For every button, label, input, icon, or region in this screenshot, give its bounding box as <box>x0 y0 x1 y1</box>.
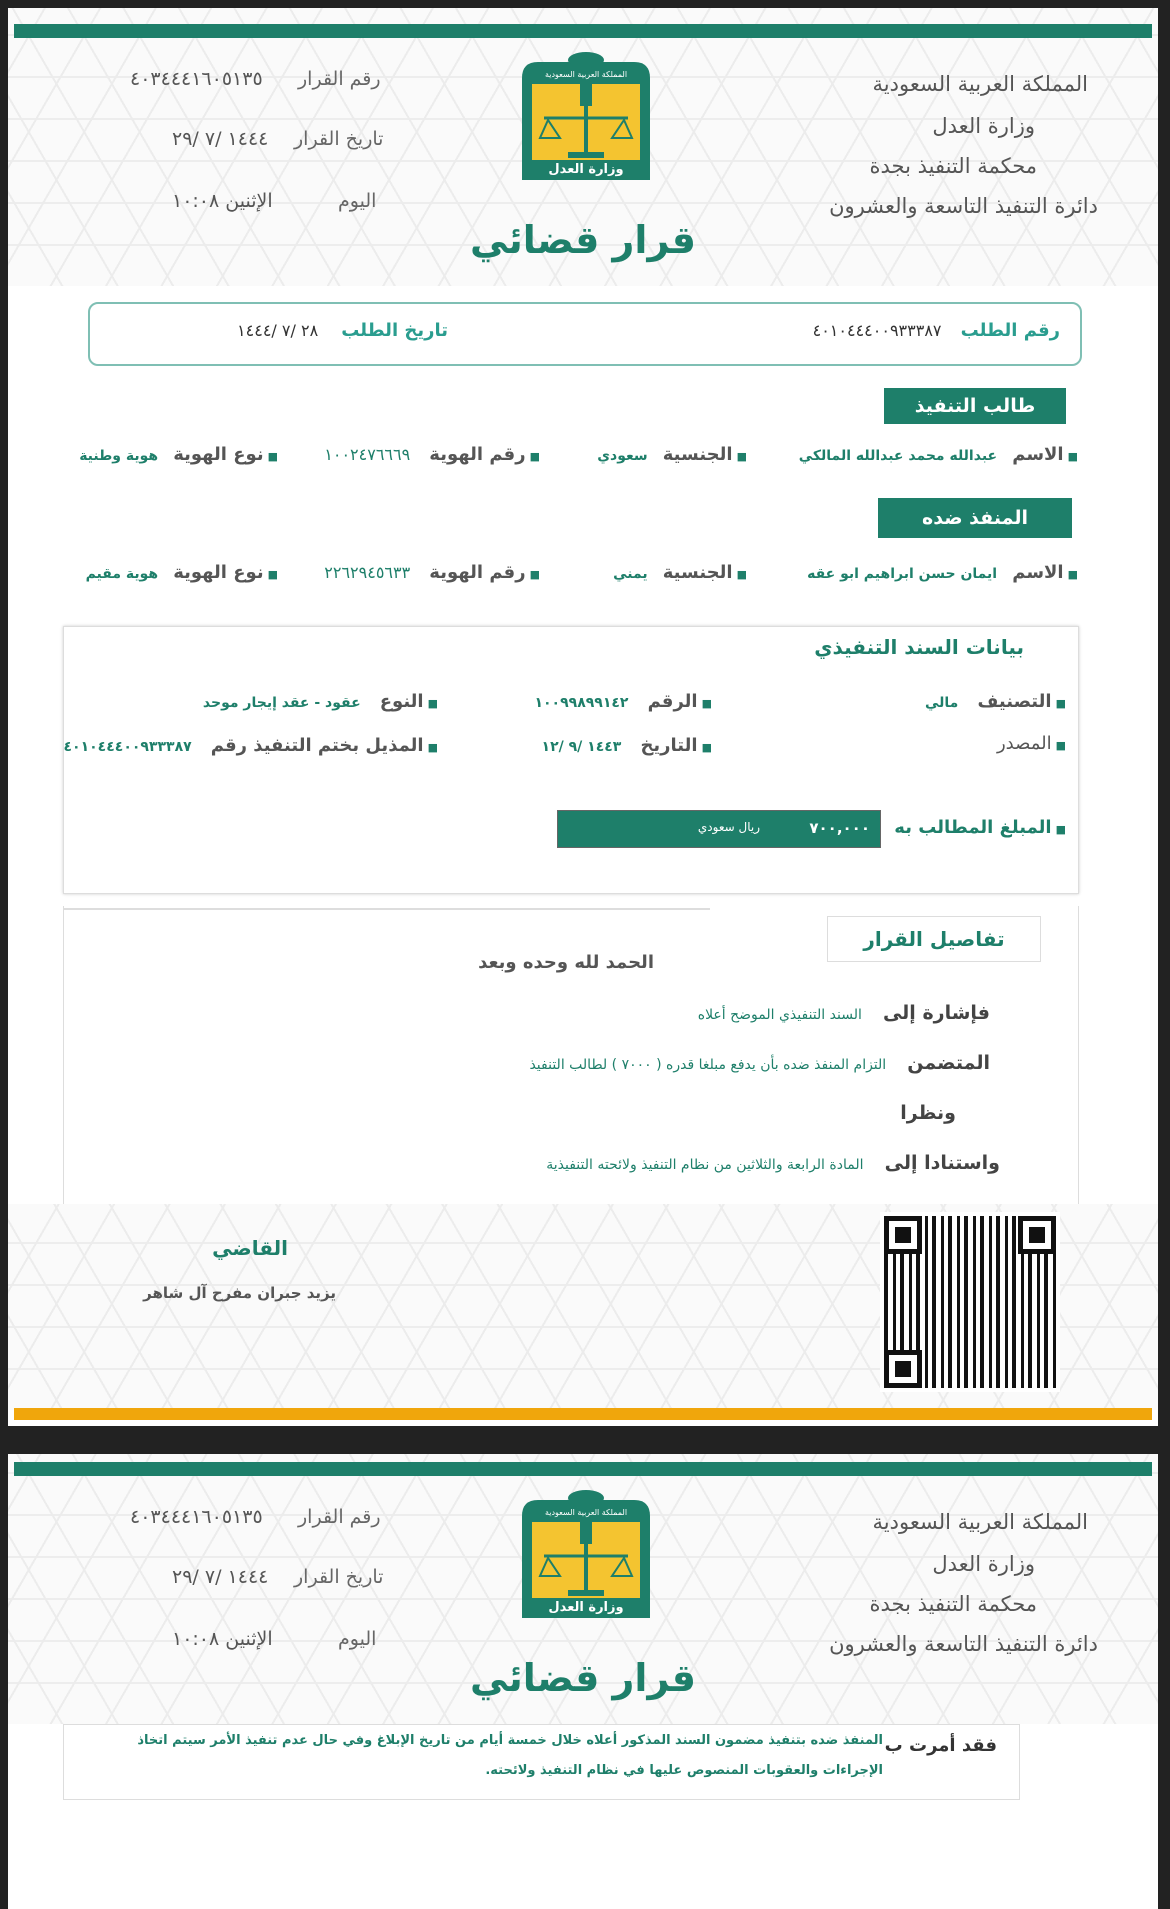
details-view-row <box>900 1102 956 1124</box>
logo-top-text: المملكة العربية السعودية <box>544 70 628 79</box>
decision-date-label-2: تاريخ القرار <box>294 1566 384 1588</box>
bond-class-value: مالي <box>924 695 959 711</box>
applicant-name-field <box>799 444 1078 465</box>
details-basis-label: واستنادا إلى <box>884 1152 1000 1174</box>
court-name: محكمة التنفيذ بجدة <box>869 154 1037 178</box>
bond-number-value: ١٠٠٩٩٨٩٩١٤٢ <box>534 695 629 711</box>
request-number-field <box>813 320 1060 341</box>
qr-finder-top-left <box>884 1216 922 1254</box>
respondent-id-number: ٢٢٦٢٩٤٥٦٣٣ <box>324 563 411 582</box>
applicant-heading: طالب التنفيذ <box>884 388 1066 424</box>
logo-top-text-2: المملكة العربية السعودية <box>544 1508 628 1517</box>
bond-data-panel <box>63 626 1079 894</box>
bond-number-field <box>534 691 712 712</box>
applicant-id-number-label: ■ رقم الهوية <box>429 444 540 465</box>
applicant-name: عبدالله محمد عبدالله المالكي <box>798 448 998 464</box>
respondent-nationality-field <box>613 562 747 583</box>
decision-page-2 <box>8 1454 1158 1909</box>
request-date: ٢٨ /٧ /١٤٤٤ <box>237 321 319 340</box>
decision-date-2: ١٤٤٤ /٧ /٢٩ <box>172 1566 269 1588</box>
verification-qr-code[interactable] <box>880 1212 1060 1392</box>
applicant-id-number: ١٠٠٢٤٧٦٦٦٩ <box>324 445 411 464</box>
respondent-id-type-field <box>86 562 278 583</box>
bond-type-label: ■ النوع <box>380 691 438 712</box>
bond-number-label: ■ الرقم <box>648 691 712 712</box>
bond-date-label: ■ التاريخ <box>640 735 712 756</box>
department-name: دائرة التنفيذ التاسعة والعشرون <box>829 194 1098 218</box>
bond-amount-field <box>894 817 1066 838</box>
page-title: قرار قضائي <box>470 218 696 262</box>
respondent-id-type: هوية مقيم <box>85 566 159 582</box>
respondent-name-field <box>807 562 1078 583</box>
decision-number-2: ٤٠٣٤٤٤١٦٠٥١٣٥ <box>130 1506 263 1528</box>
details-reference-value: السند التنفيذي الموضح أعلاه <box>697 1007 862 1023</box>
top-green-bar-2 <box>14 1462 1152 1476</box>
ministry-name-2: وزارة العدل <box>932 1552 1035 1576</box>
applicant-id-type: هوية وطنية <box>79 448 159 464</box>
request-info-box <box>88 302 1082 366</box>
respondent-nationality: يمني <box>613 566 648 582</box>
decision-date-label: تاريخ القرار <box>294 128 384 150</box>
bond-class-field <box>925 691 1066 712</box>
bond-type-field <box>203 691 438 712</box>
bond-seal-label: ■ المذيل بختم التنفيذ رقم <box>211 735 438 756</box>
details-basis-row <box>546 1152 1000 1174</box>
order-label: فقد أمرت ب <box>884 1735 997 1756</box>
applicant-id-type-label: ■ نوع الهوية <box>173 444 278 465</box>
bond-amount-currency: ريال سعودي <box>697 820 760 834</box>
details-reference-label: فإشارة إلى <box>882 1002 990 1024</box>
ministry-of-justice-logo-2 <box>514 1486 658 1618</box>
bond-amount-value: ٧٠٠,٠٠٠ <box>809 819 870 837</box>
qr-finder-bottom-left <box>884 1350 922 1388</box>
qr-finder-top-right <box>1018 1216 1056 1254</box>
bond-source-field <box>997 733 1066 754</box>
judge-title: القاضي <box>212 1236 288 1260</box>
bond-amount-box <box>557 810 881 848</box>
bond-heading: بيانات السند التنفيذي <box>814 635 1024 659</box>
details-reference-row <box>698 1002 990 1024</box>
bond-class-label: ■ التصنيف <box>977 691 1066 712</box>
bond-type-value: عقود - عقد إيجار موحد <box>202 695 361 711</box>
logo-bottom-text-2: وزارة العدل <box>548 1600 624 1615</box>
details-heading: تفاصيل القرار <box>827 916 1041 962</box>
ministry-of-justice-logo <box>514 48 658 180</box>
details-content-row <box>529 1052 990 1074</box>
applicant-nationality: سعودي <box>597 448 648 464</box>
decision-details-panel <box>63 906 1079 1207</box>
bond-amount-label: ■ المبلغ المطالب به <box>894 817 1066 838</box>
day-value: الإثنين ١٠:٠٨ <box>172 190 273 212</box>
bond-date-field <box>542 735 712 756</box>
day-value-2: الإثنين ١٠:٠٨ <box>172 1628 273 1650</box>
request-number-label: رقم الطلب <box>960 320 1060 341</box>
details-opening: الحمد لله وحده وبعد <box>478 952 654 973</box>
decision-number: ٤٠٣٤٤٤١٦٠٥١٣٥ <box>130 68 263 90</box>
respondent-heading: المنفذ ضده <box>878 498 1072 538</box>
bottom-orange-bar <box>14 1408 1152 1420</box>
logo-bottom-text: وزارة العدل <box>548 162 624 177</box>
order-line-1: المنفذ ضده بتنفيذ مضمون السند المذكور أعلاه خلال خمسة أيام من تاريخ الإبلاغ وفي حال عدم تنفيذ الأمر سيتم اتخاذ <box>137 1733 883 1748</box>
respondent-id-type-label: ■ نوع الهوية <box>173 562 278 583</box>
decision-number-label: رقم القرار <box>298 68 381 90</box>
page-title-2: قرار قضائي <box>470 1656 696 1700</box>
respondent-name-label: ■ الاسم <box>1012 562 1078 583</box>
department-name-2: دائرة التنفيذ التاسعة والعشرون <box>829 1632 1098 1656</box>
kingdom-name: المملكة العربية السعودية <box>872 72 1088 96</box>
order-line-2: الإجراءات والعقوبات المنصوص عليها في نظام التنفيذ ولائحته. <box>485 1763 883 1778</box>
respondent-nationality-label: ■ الجنسية <box>663 562 747 583</box>
order-panel <box>63 1724 1020 1800</box>
kingdom-name-2: المملكة العربية السعودية <box>872 1510 1088 1534</box>
bond-seal-field <box>64 735 439 756</box>
respondent-id-number-label: ■ رقم الهوية <box>429 562 540 583</box>
decision-page-1 <box>8 8 1158 1426</box>
applicant-nationality-label: ■ الجنسية <box>663 444 747 465</box>
judge-name: يزيد جبران مفرح آل شاهر <box>143 1284 336 1302</box>
day-label: اليوم <box>338 190 377 212</box>
respondent-id-number-field <box>324 562 540 583</box>
decision-number-label-2: رقم القرار <box>298 1506 381 1528</box>
applicant-name-label: ■ الاسم <box>1012 444 1078 465</box>
request-date-field <box>237 320 448 341</box>
court-name-2: محكمة التنفيذ بجدة <box>869 1592 1037 1616</box>
details-divider <box>64 908 710 910</box>
request-number: ٤٠١٠٤٤٤٠٠٩٣٣٣٨٧ <box>812 321 942 340</box>
bond-source-label: ■ المصدر <box>997 733 1066 754</box>
applicant-nationality-field <box>597 444 747 465</box>
ministry-name: وزارة العدل <box>932 114 1035 138</box>
respondent-name: ايمان حسن ابراهيم ابو عقه <box>807 566 998 582</box>
bond-date-value: ١٤٤٣ /٩ /١٢ <box>541 739 622 755</box>
details-content-value: التزام المنفذ ضده بأن يدفع مبلغا قدره ( ٧٠٠٠ ) لطالب التنفيذ <box>529 1057 887 1073</box>
request-date-label: تاريخ الطلب <box>341 320 448 341</box>
day-label-2: اليوم <box>338 1628 377 1650</box>
bond-seal-value: ٤٠١٠٤٤٤٠٠٩٣٣٣٨٧ <box>63 739 192 755</box>
details-content-label: المتضمن <box>907 1052 990 1074</box>
details-view-label: ونظرا <box>900 1102 956 1124</box>
details-basis-value: المادة الرابعة والثلاثين من نظام التنفيذ ولائحته التنفيذية <box>546 1157 864 1173</box>
applicant-id-number-field <box>324 444 540 465</box>
decision-date: ١٤٤٤ /٧ /٢٩ <box>172 128 269 150</box>
top-green-bar <box>14 24 1152 38</box>
applicant-id-type-field <box>79 444 278 465</box>
